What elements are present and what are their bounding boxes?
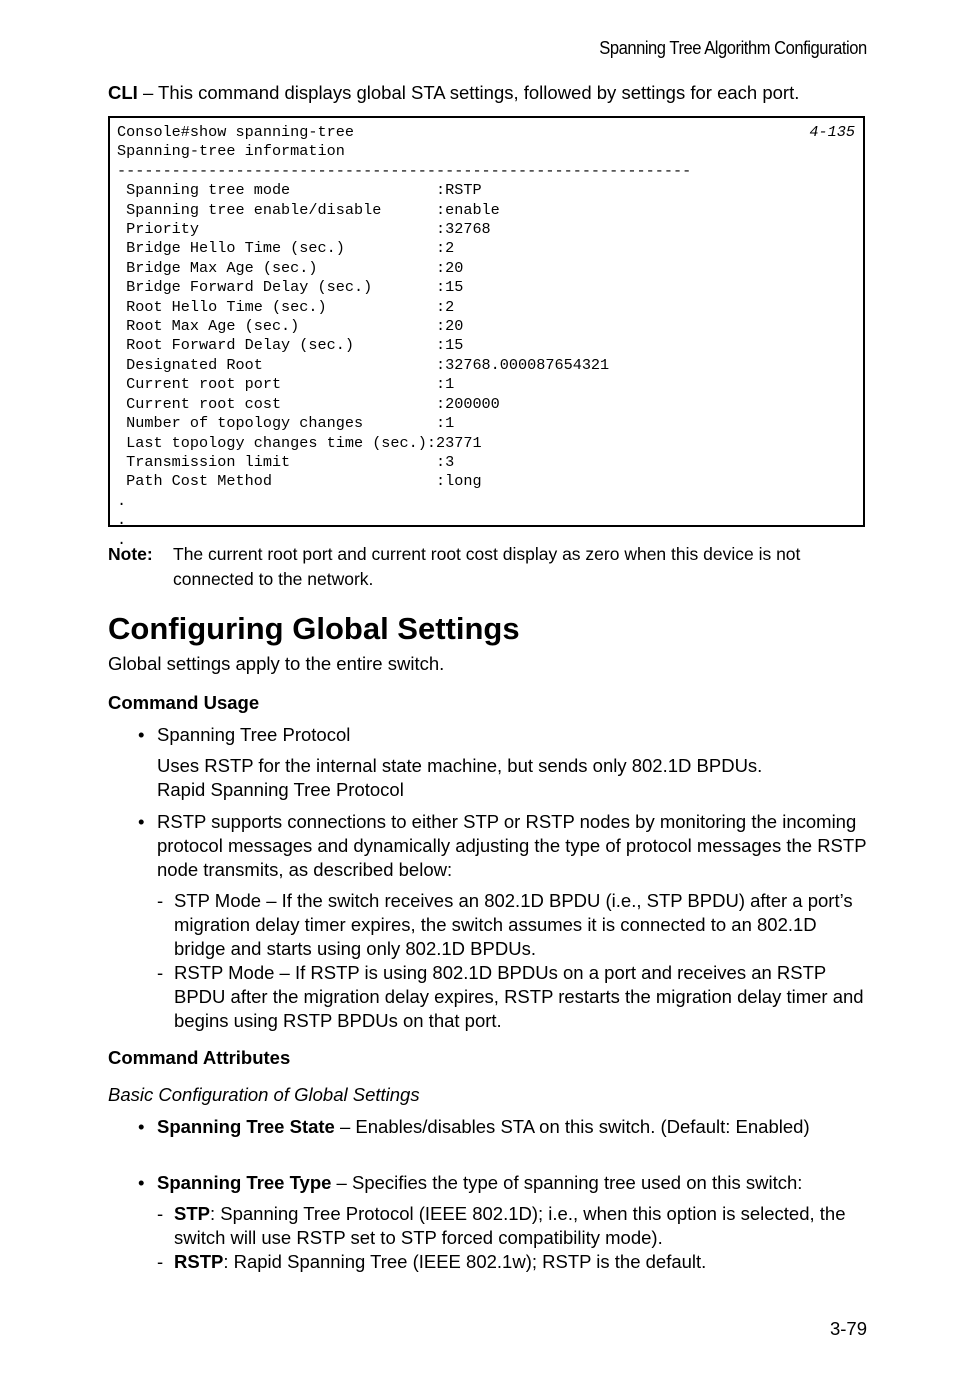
code-line: Bridge Hello Time (sec.) :2 <box>117 239 455 258</box>
code-listing <box>117 123 691 550</box>
usage-dash-1-text: STP Mode – If the switch receives an 802.1D BPDU (i.e., STP BPDU) after a port’s migration delay timer expires, the switch assumes it is connected to an 802.1D bridge and starts using only 802.1D BPDUs. <box>174 890 853 959</box>
dash-marker: - <box>157 1251 164 1272</box>
running-header: Spanning Tree Algorithm Configuration <box>599 38 867 58</box>
cli-intro-text: – This command displays global STA settings, followed by settings for each port. <box>137 82 800 103</box>
code-line: Spanning tree mode :RSTP <box>117 181 482 200</box>
attribute-dash-2 <box>157 1250 869 1274</box>
code-line: Current root cost :200000 <box>117 394 500 413</box>
code-line: Number of topology changes :1 <box>117 414 455 433</box>
code-line: Priority :32768 <box>117 220 491 239</box>
code-line: Last topology changes time (sec.):23771 <box>117 433 482 452</box>
usage-bullet-2-text: RSTP supports connections to either STP or RSTP nodes by monitoring the incoming protocol messages and dynamically adjusting the type of protocol messages the RSTP node transmits, as described below: <box>157 811 867 880</box>
code-line: Console#show spanning-tree <box>117 123 354 141</box>
code-example-box <box>108 116 865 549</box>
cli-intro <box>108 82 799 104</box>
code-line: Bridge Forward Delay (sec.) :15 <box>117 278 464 297</box>
usage-dash-2-text: RSTP Mode – If RSTP is using 802.1D BPDUs on a port and receives an RSTP BPDU after the migration delay expires, RSTP restarts the migration delay timer and begins using RSTP BPDUs on that port. <box>174 962 864 1031</box>
bullet-marker: • <box>138 1172 145 1193</box>
rstp-term: RSTP <box>174 1251 224 1272</box>
usage-bullet-1-text: Spanning Tree Protocol <box>157 724 351 745</box>
note <box>108 542 868 592</box>
dash-marker: - <box>157 890 164 911</box>
code-line: Bridge Max Age (sec.) :20 <box>117 258 464 277</box>
code-page-reference: 4-135 <box>809 123 855 141</box>
code-line: Designated Root :32768.000087654321 <box>117 355 610 374</box>
code-line: . <box>117 530 127 549</box>
stp-term: STP <box>174 1203 210 1224</box>
code-line: . <box>117 491 127 510</box>
rstp-description: : Rapid Spanning Tree (IEEE 802.1w); RSTP is the default. <box>223 1251 707 1272</box>
attribute-item-1 <box>138 1115 869 1139</box>
attribute-dash-1-text <box>174 1202 869 1250</box>
command-usage-heading: Command Usage <box>108 692 260 713</box>
usage-detail-line-2: Rapid Spanning Tree Protocol <box>157 779 404 800</box>
usage-detail-line-1: Uses RSTP for the internal state machine, but sends only 802.1D BPDUs. <box>157 755 763 776</box>
cli-label: CLI <box>108 82 138 103</box>
usage-bullet-1 <box>138 723 869 747</box>
basic-config-subheading: Basic Configuration of Global Settings <box>108 1084 420 1105</box>
code-line: Transmission limit :3 <box>117 452 455 471</box>
dash-marker: - <box>157 962 164 983</box>
usage-dash-2 <box>157 961 869 1033</box>
code-line: Spanning-tree information <box>117 142 345 161</box>
command-attributes-heading: Command Attributes <box>108 1047 291 1068</box>
attribute-2-text: – Specifies the type of spanning tree used on this switch: <box>331 1172 803 1193</box>
usage-dash-1 <box>157 889 869 961</box>
code-line: Spanning tree enable/disable :enable <box>117 200 500 219</box>
note-label: Note: <box>108 544 153 564</box>
dash-marker: - <box>157 1203 164 1224</box>
attribute-1-text: – Enables/disables STA on this switch. (Default: Enabled) <box>334 1116 810 1137</box>
code-line: Path Cost Method :long <box>117 472 482 491</box>
stp-description: : Spanning Tree Protocol (IEEE 802.1D); i.e., when this option is selected, the switch will use RSTP set to STP forced compatibility mode). <box>174 1203 846 1248</box>
bullet-marker: • <box>138 724 145 745</box>
attribute-dash-1 <box>157 1202 869 1250</box>
note-text: The current root port and current root cost display as zero when this device is not connected to the network. <box>173 544 801 589</box>
code-line: . <box>117 511 127 530</box>
section-title: Configuring Global Settings <box>108 611 520 646</box>
page-number: 3-79 <box>829 1318 867 1339</box>
bullet-marker: • <box>138 811 145 832</box>
attribute-1-term: Spanning Tree State <box>157 1116 335 1137</box>
code-line: Root Forward Delay (sec.) :15 <box>117 336 464 355</box>
section-intro: Global settings apply to the entire switch. <box>108 653 445 674</box>
usage-bullet-1-detail <box>157 754 869 802</box>
usage-bullet-2 <box>138 810 869 882</box>
code-line: --------------------------------------------------------------- <box>117 161 692 180</box>
attribute-2-term: Spanning Tree Type <box>157 1172 332 1193</box>
code-line: Root Max Age (sec.) :20 <box>117 317 464 336</box>
bullet-marker: • <box>138 1116 145 1137</box>
code-line: Root Hello Time (sec.) :2 <box>117 297 455 316</box>
attribute-item-2 <box>138 1171 869 1195</box>
code-line: Current root port :1 <box>117 375 455 394</box>
attribute-dash-2-text <box>174 1250 869 1274</box>
